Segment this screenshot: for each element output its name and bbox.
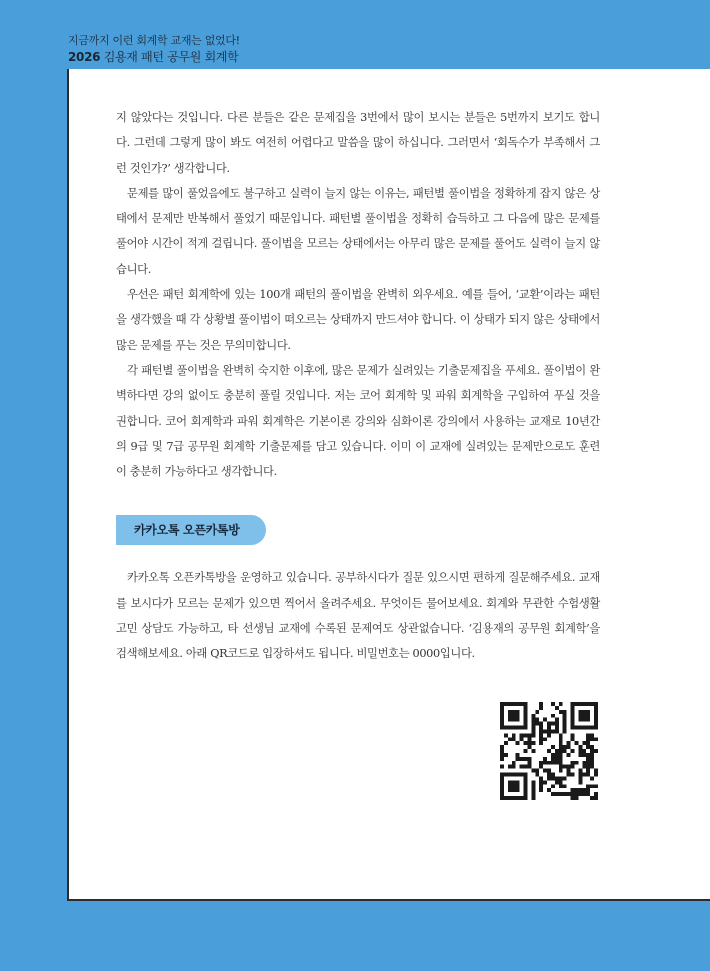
paragraph-1: 지 않았다는 것입니다. 다른 분들은 같은 문제집을 3번에서 많이 보시는 분들은 5번까지 보기도 합니다. 그런데 그렇게 많이 봐도 여전히 어렵다고 말씀을 많이 하십니다. 그러면서 ‘회독수가 부족해서 그런 것인가?’ 생각합니다.	[116, 111, 600, 175]
section-heading: 카카오톡 오픈카톡방	[116, 515, 266, 545]
kakaotalk-paragraph: 카카오톡 오픈카톡방을 운영하고 있습니다. 공부하시다가 질문 있으시면 편하게 질문해주세요. 교재를 보시다가 모르는 문제가 있으면 찍어서 올려주세요. 무엇이든 물어보세요. 회계와 무관한 수험생활 고민 상담도 가능하고, 타 선생님 교재에 수록된 문제여도 상관없습니다. ‘김용재의 공무원 회계학’을 검색해보세요. 아래 QR코드로 입장하셔도 됩니다. 비밀번호는 0000입니다.	[116, 571, 600, 661]
paragraph-3: 우선은 패턴 회계학에 있는 100개 패턴의 풀이법을 완벽히 외우세요. 예를 들어, ‘교환’이라는 패턴을 생각했을 때 각 상황별 풀이법이 떠오르는 상태까지 만드셔야 합니다. 이 상태가 되지 않은 상태에서 많은 문제를 푸는 것은 무의미합니다.	[116, 288, 600, 352]
book-title	[68, 49, 240, 65]
paragraph-4: 각 패턴별 풀이법을 완벽히 숙지한 이후에, 많은 문제가 실려있는 기출문제집을 푸세요. 풀이법이 완벽하다면 강의 없이도 충분히 풀릴 것입니다. 저는 코어 회계학 및 파워 회계학을 구입하여 푸실 것을 권합니다. 코어 회계학과 파워 회계학은 기본이론 강의와 심화이론 강의에서 사용하는 교재로 10년간의 9급 및 7급 공무원 회계학 기출문제를 담고 있습니다. 이미 이 교재에 실려있는 문제만으로도 훈련이 충분히 가능하다고 생각합니다.	[116, 363, 600, 479]
paragraph-2: 문제를 많이 풀었음에도 불구하고 실력이 늘지 않는 이유는, 패턴별 풀이법을 정확하게 잡지 않은 상태에서 문제만 반복해서 풀었기 때문입니다. 패턴별 풀이법을 정확히 습득하고 그 다음에 많은 문제를 풀어야 시간이 적게 걸립니다. 풀이법을 모르는 상태에서는 아무리 많은 문제를 풀어도 실력이 늘지 않습니다.	[116, 186, 600, 276]
page-content	[116, 105, 600, 667]
qr-code-icon	[500, 702, 598, 800]
page-sheet	[67, 69, 710, 901]
book-name: 김용재 패턴 공무원 회계학	[103, 50, 239, 64]
book-header	[68, 33, 240, 65]
book-year: 2026	[68, 50, 101, 64]
book-tagline: 지금까지 이런 회계학 교재는 없었다!	[68, 34, 240, 47]
